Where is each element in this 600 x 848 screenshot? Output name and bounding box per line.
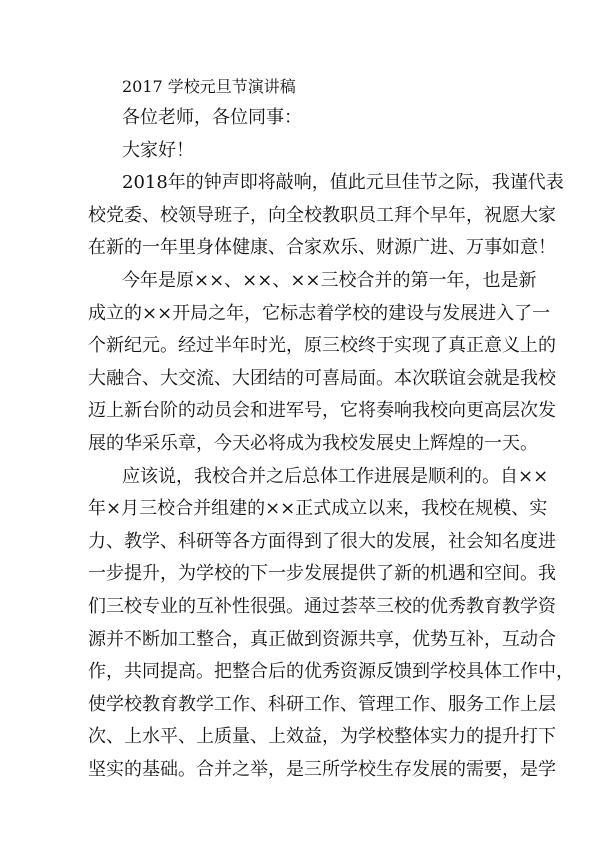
paragraph-line: 源并不断加工整合，真正做到资源共享，优势互补，互动合 <box>88 628 556 650</box>
paragraph-line: 次、上水平、上质量、上效益，为学校整体实力的提升打下 <box>88 726 556 748</box>
paragraph-line: 作，共同提高。把整合后的优秀资源反馈到学校具体工作中， <box>88 661 574 683</box>
paragraph-line: 校党委、校领导班子，向全校教职员工拜个早年，祝愿大家 <box>88 204 556 226</box>
paragraph-line: 年×月三校合并组建的××正式成立以来，我校在规模、实 <box>88 498 548 520</box>
paragraph-line: 大家好！ <box>122 139 194 161</box>
paragraph-line: 个新纪元。经过半年时光，原三校终于实现了真正意义上的 <box>88 335 556 357</box>
paragraph-line: 一步提升，为学校的下一步发展提供了新的机遇和空间。我 <box>88 563 556 585</box>
paragraph-line: 迈上新台阶的动员会和进军号，它将奏响我校向更高层次发 <box>88 400 556 422</box>
paragraph-line: 坚实的基础。合并之举，是三所学校生存发展的需要，是学 <box>88 759 556 780</box>
paragraph-line: 大融合、大交流、大团结的可喜局面。本次联谊会就是我校 <box>88 367 556 389</box>
paragraph-line: 展的华采乐章，今天必将成为我校发展史上辉煌的一天。 <box>88 433 538 454</box>
paragraph-line: 使学校教育教学工作、科研工作、管理工作、服务工作上层 <box>88 693 556 715</box>
paragraph-line: 各位老师，各位同事： <box>122 107 302 128</box>
paragraph-line: 们三校专业的互补性很强。通过荟萃三校的优秀教育教学资 <box>88 596 556 617</box>
paragraph-line: 在新的一年里身体健康、合家欢乐、财源广进、万事如意！ <box>88 237 556 259</box>
paragraph-line: 2018年的钟声即将敲响，值此元旦佳节之际，我谨代表 <box>122 172 564 194</box>
paragraph-line: 今年是原××、××、××三校合并的第一年，也是新 <box>122 270 537 291</box>
paragraph-line: 力、教学、科研等各方面得到了很大的发展，社会知名度进 <box>88 530 556 552</box>
paragraph-line: 成立的××开局之年，它标志着学校的建设与发展进入了一 <box>88 302 551 324</box>
paragraph-line: 应该说，我校合并之后总体工作进展是顺利的。自×× <box>122 465 549 487</box>
document-title: 2017 学校元旦节演讲稿 <box>122 77 296 96</box>
